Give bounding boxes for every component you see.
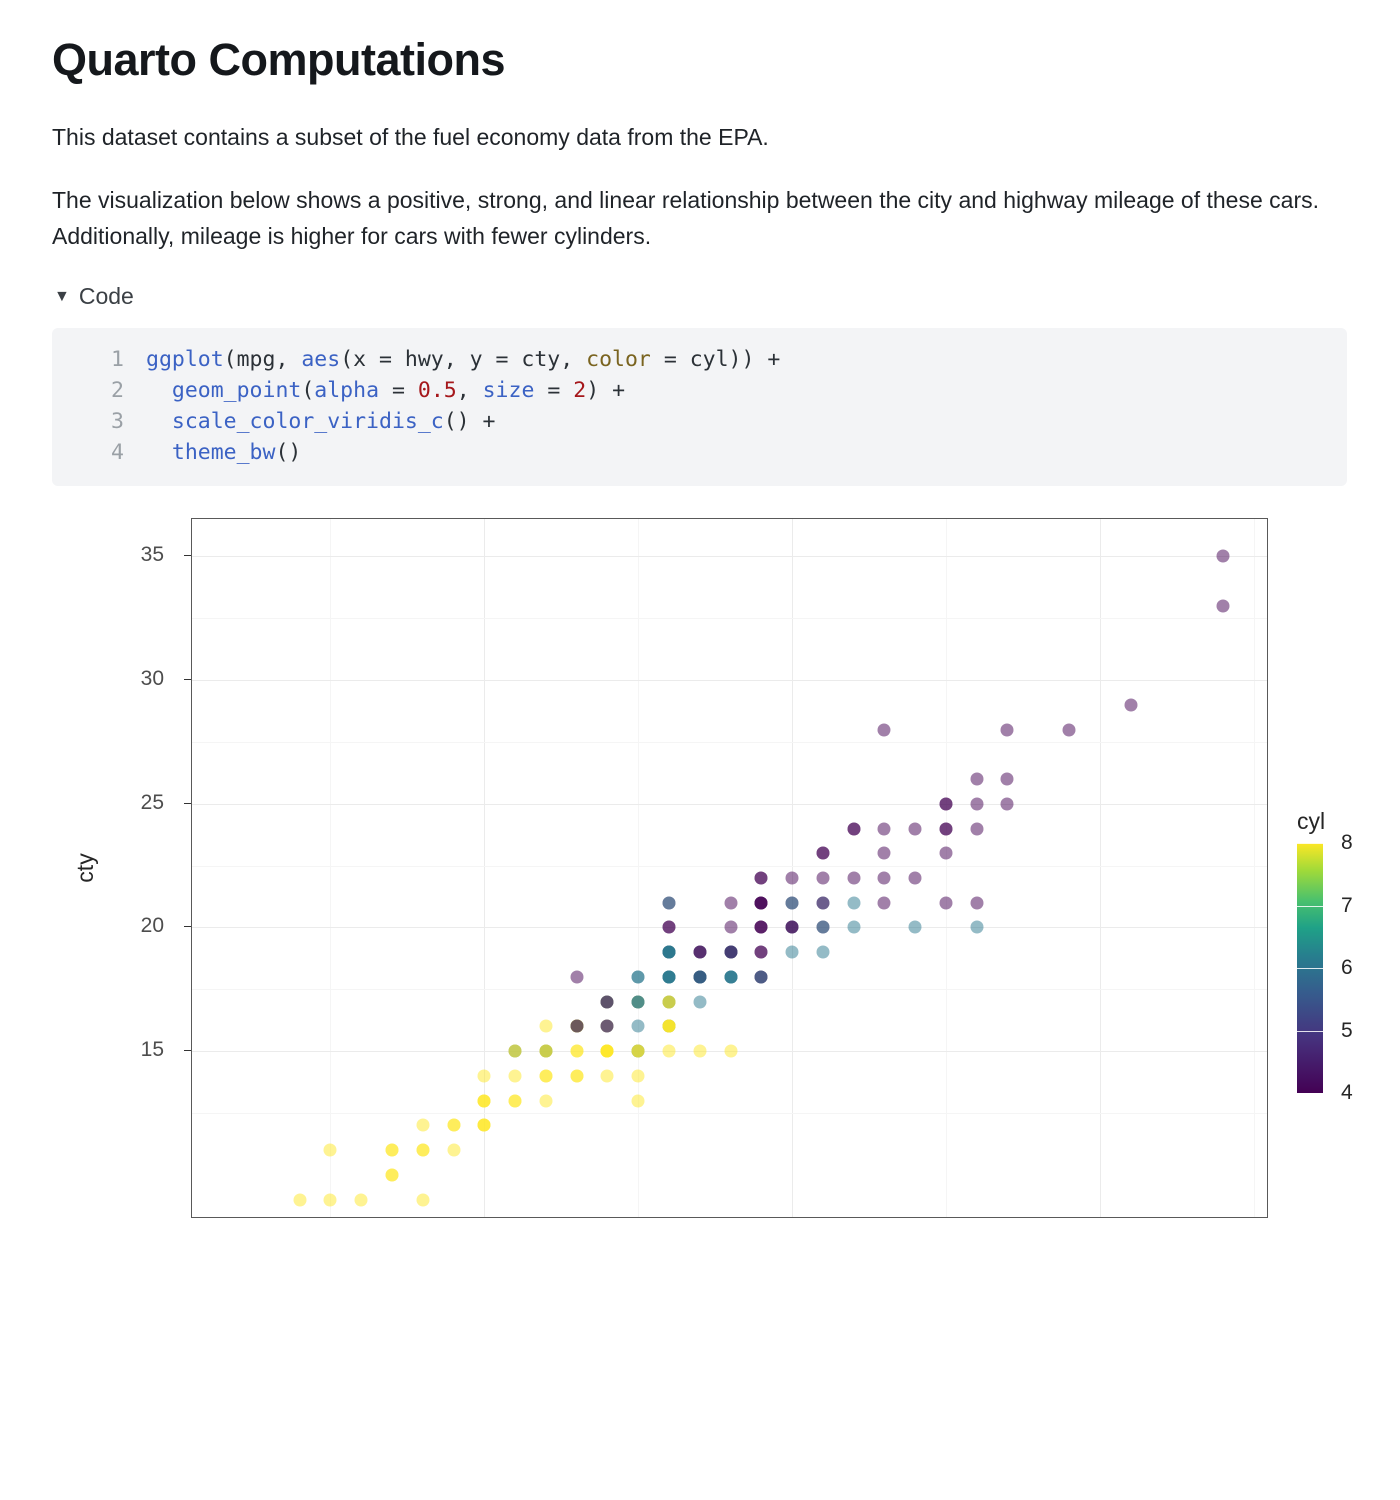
data-point — [786, 946, 799, 959]
data-point — [632, 1094, 645, 1107]
data-point — [478, 1069, 491, 1082]
code-line — [52, 406, 1347, 437]
data-point — [324, 1144, 337, 1157]
data-point — [755, 872, 768, 885]
data-point — [724, 1045, 737, 1058]
data-point — [755, 946, 768, 959]
data-point — [570, 1045, 583, 1058]
data-point — [816, 872, 829, 885]
data-point — [662, 995, 675, 1008]
legend-tick-label: 5 — [1341, 1018, 1353, 1042]
legend-tick-mark — [1297, 906, 1323, 907]
line-number: 3 — [111, 409, 124, 435]
data-point — [1062, 723, 1075, 736]
code-text: theme_bw() — [171, 440, 302, 466]
data-point — [693, 970, 706, 983]
line-number: 2 — [111, 377, 124, 403]
data-point — [662, 946, 675, 959]
grid-line-y — [192, 804, 1267, 805]
plot-panel — [191, 518, 1268, 1218]
data-point — [1001, 773, 1014, 786]
data-point — [662, 970, 675, 983]
data-point — [724, 970, 737, 983]
data-point — [478, 1094, 491, 1107]
data-point — [878, 872, 891, 885]
grid-line-y-minor — [192, 989, 1267, 990]
data-point — [786, 896, 799, 909]
y-tick-label: 35 — [140, 543, 164, 567]
data-point — [878, 896, 891, 909]
legend-tick-mark — [1297, 843, 1323, 844]
code-line — [52, 375, 1347, 406]
data-point — [570, 970, 583, 983]
y-tick-label: 25 — [140, 790, 164, 814]
data-point — [786, 872, 799, 885]
data-point — [447, 1144, 460, 1157]
scatter-plot-figure — [54, 512, 1353, 1232]
data-point — [970, 921, 983, 934]
data-point — [662, 1045, 675, 1058]
y-tick-mark — [184, 1050, 191, 1051]
data-point — [970, 797, 983, 810]
grid-line-y — [192, 556, 1267, 557]
grid-line-y-minor — [192, 742, 1267, 743]
code-block[interactable] — [52, 328, 1347, 487]
paragraph-intro: This dataset contains a subset of the fuel economy data from the EPA. — [52, 123, 769, 150]
data-point — [324, 1193, 337, 1206]
data-point — [601, 1045, 614, 1058]
data-point — [632, 970, 645, 983]
data-point — [878, 822, 891, 835]
data-point — [601, 1020, 614, 1033]
legend-tick-label: 4 — [1341, 1081, 1353, 1105]
paragraph-description: The visualization below shows a positive, strong, and linear relationship between the city and highway mileage of these cars. Additionally, mileage is higher for cars with fewer cylinders. — [52, 187, 1319, 250]
data-point — [662, 896, 675, 909]
data-point — [693, 1045, 706, 1058]
data-point — [847, 896, 860, 909]
data-point — [878, 847, 891, 860]
data-point — [570, 1069, 583, 1082]
data-point — [509, 1069, 522, 1082]
data-point — [939, 822, 952, 835]
code-line — [52, 344, 1347, 375]
y-tick-mark — [184, 555, 191, 556]
code-toggle[interactable] — [54, 283, 134, 310]
grid-line-y — [192, 680, 1267, 681]
chevron-down-icon: ▼ — [54, 288, 70, 306]
legend-tick-mark — [1297, 968, 1323, 969]
legend-tick-mark — [1297, 1093, 1323, 1094]
legend-tick-label: 6 — [1341, 956, 1353, 980]
data-point — [293, 1193, 306, 1206]
legend-tick-label: 8 — [1341, 831, 1353, 855]
legend — [1297, 808, 1400, 1105]
data-point — [878, 723, 891, 736]
data-point — [724, 946, 737, 959]
data-point — [539, 1094, 552, 1107]
y-tick-label: 30 — [140, 667, 164, 691]
data-point — [816, 847, 829, 860]
data-point — [693, 995, 706, 1008]
data-point — [816, 921, 829, 934]
data-point — [847, 872, 860, 885]
data-point — [909, 872, 922, 885]
grid-line-y-minor — [192, 866, 1267, 867]
line-number: 4 — [111, 440, 124, 466]
data-point — [447, 1119, 460, 1132]
data-point — [816, 896, 829, 909]
data-point — [755, 896, 768, 909]
code-line — [52, 437, 1347, 468]
page-title: Quarto Computations — [52, 34, 505, 85]
grid-line-y-minor — [192, 618, 1267, 619]
data-point — [601, 1069, 614, 1082]
data-point — [478, 1119, 491, 1132]
y-tick-mark — [184, 679, 191, 680]
data-point — [1001, 723, 1014, 736]
data-point — [386, 1144, 399, 1157]
data-point — [416, 1193, 429, 1206]
data-point — [632, 1069, 645, 1082]
data-point — [939, 797, 952, 810]
y-tick-mark — [184, 926, 191, 927]
data-point — [416, 1144, 429, 1157]
data-point — [632, 1020, 645, 1033]
data-point — [539, 1069, 552, 1082]
data-point — [970, 896, 983, 909]
legend-colorbar-wrap — [1297, 831, 1400, 1105]
data-point — [909, 921, 922, 934]
code-toggle-label: Code — [78, 282, 134, 309]
legend-tick-label: 7 — [1341, 893, 1353, 917]
data-point — [1001, 797, 1014, 810]
data-point — [724, 921, 737, 934]
y-tick-mark — [184, 803, 191, 804]
data-point — [355, 1193, 368, 1206]
data-point — [755, 921, 768, 934]
code-text: geom_point(alpha = 0.5, size = 2) + — [171, 377, 626, 403]
y-tick-label: 20 — [140, 914, 164, 938]
code-text: ggplot(mpg, aes(x = hwy, y = cty, color = cyl)) + — [146, 346, 781, 372]
grid-line-y-minor — [192, 1113, 1267, 1114]
data-point — [601, 995, 614, 1008]
data-point — [970, 822, 983, 835]
data-point — [1216, 550, 1229, 563]
data-point — [755, 970, 768, 983]
data-point — [1124, 698, 1137, 711]
data-point — [416, 1119, 429, 1132]
data-point — [662, 921, 675, 934]
data-point — [386, 1168, 399, 1181]
data-point — [509, 1045, 522, 1058]
data-point — [539, 1045, 552, 1058]
data-point — [847, 822, 860, 835]
data-point — [509, 1094, 522, 1107]
data-point — [632, 1045, 645, 1058]
data-point — [632, 995, 645, 1008]
data-point — [970, 773, 983, 786]
legend-tick-mark — [1297, 1031, 1323, 1032]
line-number: 1 — [111, 346, 124, 372]
y-axis-title: cty — [72, 853, 98, 884]
legend-title: cyl — [1297, 808, 1326, 835]
y-tick-label: 15 — [140, 1038, 164, 1062]
data-point — [539, 1020, 552, 1033]
data-point — [939, 896, 952, 909]
data-point — [786, 921, 799, 934]
data-point — [816, 946, 829, 959]
data-point — [909, 822, 922, 835]
code-text: scale_color_viridis_c() + — [171, 409, 496, 435]
data-point — [693, 946, 706, 959]
data-point — [662, 1020, 675, 1033]
data-point — [939, 847, 952, 860]
data-point — [570, 1020, 583, 1033]
data-point — [724, 896, 737, 909]
data-point — [847, 921, 860, 934]
data-point — [1216, 599, 1229, 612]
